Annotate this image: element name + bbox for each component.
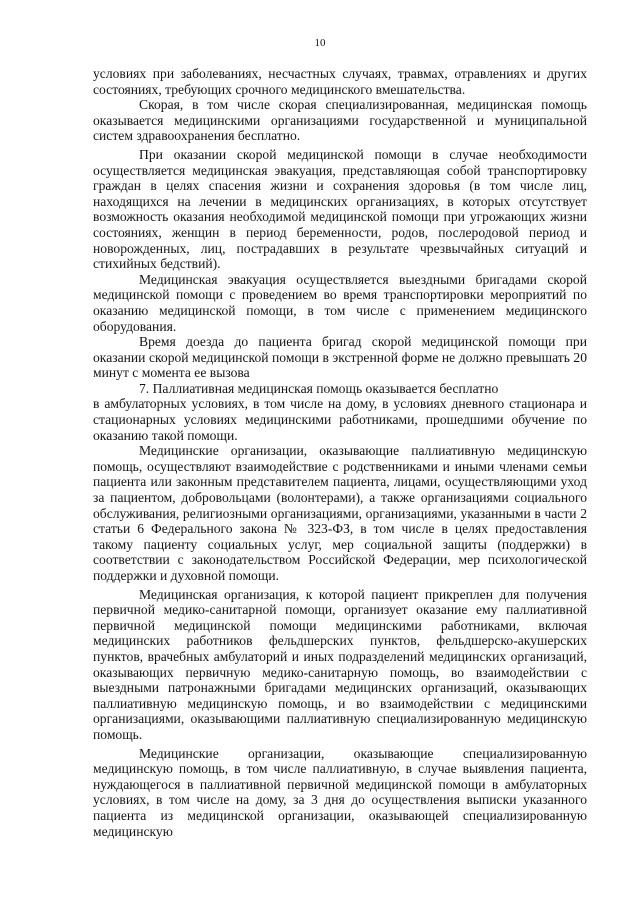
paragraph-arrival-time: Время доезда до пациента бригад скорой медицинской помощи при оказании скорой медицинской помощи в экстренной форме не должно превышать 20 минут с момента ее вызова	[93, 334, 587, 381]
paragraph-primary-care-organization: Медицинская организация, к которой пациент прикреплен для получения первичной медико-санитарной помощи, организует оказание ему паллиативной первичной медицинской помощи медицинскими работниками, включая медицинских работников фельдшерских пунктов, фельдшерско-акушерских пунктов, врачебных амбулаторий и иных подразделений медицинских организаций, оказывающих первичную медико-санитарную помощь, во взаимодействии с выездными патронажными бригадами медицинских организаций, оказывающих паллиативную медицинскую помощь, и во взаимодействии с медицинскими организациями, оказывающими паллиативную специализированную медицинскую помощь.	[93, 586, 587, 742]
paragraph-specialized-organizations: Медицинские организации, оказывающие специализированную медицинскую помощь, в том числе паллиативную, в случае выявления пациента, нуждающегося в паллиативной первичной медицинской помощи в амбулаторных условиях, в том числе на дому, за 3 дня до осуществления выписки указанного пациента из медицинской организации, оказывающей специализированную медицинскую	[93, 745, 587, 839]
page-number: 10	[314, 37, 326, 49]
paragraph-evacuation-teams: Медицинская эвакуация осуществляется выездными бригадами скорой медицинской помощи с проведением во время транспортировки мероприятий по оказанию медицинской помощи, в том числе с применением медицинского оборудования.	[93, 271, 587, 334]
paragraph-palliative-care: 7. Паллиативная медицинская помощь оказывается бесплатно в амбулаторных условиях, в том числе на дому, в условиях дневного стационара и стационарных условиях медицинскими работниками, прошедшими обучение по оказанию такой помощи.	[93, 380, 587, 443]
paragraph-palliative-interaction: Медицинские организации, оказывающие паллиативную медицинскую помощь, осуществляют взаимодействие с родственниками и иными членами семьи пациента или законным представителем пациента, лицами, осуществляющими уход за пациентом, добровольцами (волонтерами), а также организациями социального обслуживания, религиозными организациями, организациями, указанными в части 2 статьи 6 Федерального закона № 323-ФЗ, в том числе в целях предоставления такому пациенту социальных услуг, мер социальной защиты (поддержки) в соответствии с законодательством Российской Федерации, мер психологической поддержки и духовной помощи.	[93, 443, 587, 583]
paragraph-emergency-free: Скорая, в том числе скорая специализированная, медицинская помощь оказывается медицинскими организациями государственной и муниципальной систем здравоохранения бесплатно.	[93, 97, 587, 144]
paragraph-continuation: условиях при заболеваниях, несчастных случаях, травмах, отравлениях и других состояниях, требующих срочного медицинского вмешательства.	[93, 66, 587, 97]
paragraph-medical-evacuation: При оказании скорой медицинской помощи в случае необходимости осуществляется медицинская эвакуация, представляющая собой транспортировку граждан в целях спасения жизни и сохранения здоровья (в том числе лиц, находящихся на лечении в медицинских организациях, в которых отсутствует возможность оказания необходимой медицинской помощи при угрожающих жизни состояниях, женщин в период беременности, родов, послеродовой период и новорожденных, лиц, пострадавших в результате чрезвычайных ситуаций и стихийных бедствий).	[93, 146, 587, 272]
document-body	[93, 66, 587, 839]
